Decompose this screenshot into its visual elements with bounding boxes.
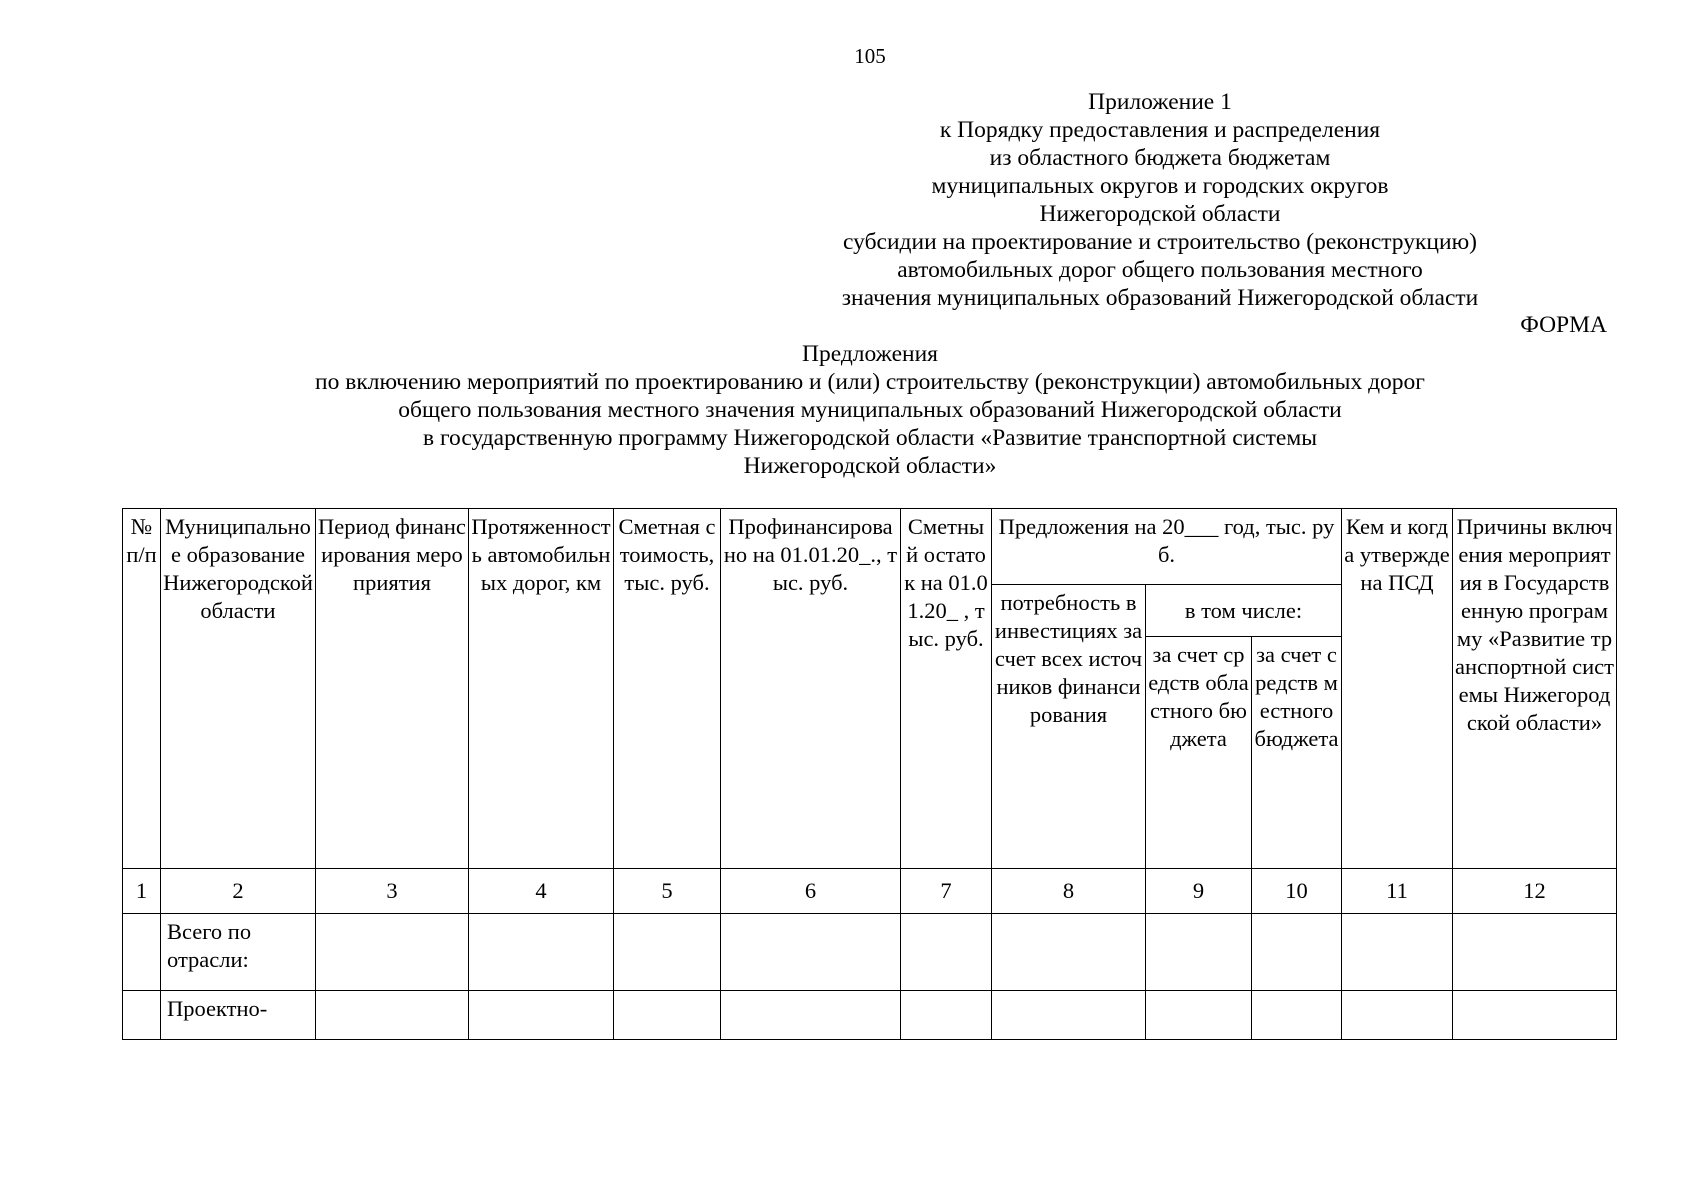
table-cell bbox=[123, 914, 161, 991]
table-cell bbox=[614, 991, 721, 1040]
table-cell bbox=[1252, 914, 1342, 991]
column-number: 1 bbox=[123, 869, 161, 914]
column-number: 9 bbox=[1146, 869, 1252, 914]
table-cell bbox=[316, 914, 469, 991]
appendix-line: значения муниципальных образований Нижегородской области bbox=[841, 285, 1479, 311]
table-cell bbox=[469, 914, 614, 991]
header-number: № п/п bbox=[123, 509, 161, 869]
form-label: ФОРМА bbox=[1520, 312, 1607, 338]
column-number: 11 bbox=[1342, 869, 1453, 914]
header-including: в том числе: bbox=[1146, 585, 1342, 637]
appendix-line: к Порядку предоставления и распределения bbox=[939, 117, 1381, 143]
table-cell bbox=[901, 991, 992, 1040]
appendix-line: Приложение 1 bbox=[1088, 89, 1232, 115]
document-title bbox=[150, 340, 1590, 480]
column-number: 7 bbox=[901, 869, 992, 914]
title-line: по включению мероприятий по проектированию и (или) строительству (реконструкции) автомобильных дорог bbox=[315, 369, 1425, 395]
header-financed: Профинансировано на 01.01.20_., тыс. руб. bbox=[721, 509, 901, 869]
appendix-line: из областного бюджета бюджетам bbox=[989, 145, 1331, 171]
header-proposals-group: Предложения на 20___ год, тыс. руб. bbox=[992, 509, 1342, 585]
row-label: Всего по отрасли: bbox=[161, 914, 316, 991]
column-number: 4 bbox=[469, 869, 614, 914]
column-number: 12 bbox=[1453, 869, 1617, 914]
header-estimated-cost: Сметная стоимость, тыс. руб. bbox=[614, 509, 721, 869]
table-cell bbox=[721, 991, 901, 1040]
page-number: 105 bbox=[854, 44, 886, 68]
table-cell bbox=[901, 914, 992, 991]
appendix-line: автомобильных дорог общего пользования местного bbox=[897, 257, 1423, 283]
table-cell bbox=[721, 914, 901, 991]
column-number: 8 bbox=[992, 869, 1146, 914]
column-number: 3 bbox=[316, 869, 469, 914]
header-remaining-estimate: Сметный остаток на 01.01.20_ , тыс. руб. bbox=[901, 509, 992, 869]
header-local-budget: за счет средств местного бюджета bbox=[1252, 637, 1342, 869]
proposals-table bbox=[122, 508, 1617, 1040]
title-line: в государственную программу Нижегородской области «Развитие транспортной системы bbox=[422, 425, 1318, 451]
row-label: Проектно- bbox=[161, 991, 316, 1040]
header-psd-approval: Кем и когда утверждена ПСД bbox=[1342, 509, 1453, 869]
appendix-block bbox=[800, 88, 1520, 312]
table-cell bbox=[1453, 914, 1617, 991]
appendix-line: муниципальных округов и городских округов bbox=[931, 173, 1389, 199]
table-row bbox=[123, 914, 1617, 991]
table-cell bbox=[469, 991, 614, 1040]
table-cell bbox=[1342, 991, 1453, 1040]
table-cell bbox=[316, 991, 469, 1040]
table-cell bbox=[1453, 991, 1617, 1040]
table-cell bbox=[614, 914, 721, 991]
header-municipality: Муниципальное образование Нижегородской области bbox=[161, 509, 316, 869]
table-cell bbox=[1342, 914, 1453, 991]
title-line: Нижегородской области» bbox=[743, 453, 997, 479]
title-line: общего пользования местного значения муниципальных образований Нижегородской области bbox=[398, 397, 1342, 423]
column-number: 5 bbox=[614, 869, 721, 914]
header-investment-need: потребность в инвестициях за счет всех источников финансирования bbox=[992, 585, 1146, 869]
appendix-line: Нижегородской области bbox=[1039, 201, 1281, 227]
header-inclusion-reasons: Причины включения мероприятия в Государственную программу «Развитие транспортной системы Нижегородской области» bbox=[1453, 509, 1617, 869]
table-cell bbox=[992, 914, 1146, 991]
table-row bbox=[123, 991, 1617, 1040]
table-cell bbox=[1252, 991, 1342, 1040]
header-financing-period: Период финансирования мероприятия bbox=[316, 509, 469, 869]
header-road-length: Протяженность автомобильных дорог, км bbox=[469, 509, 614, 869]
column-number: 10 bbox=[1252, 869, 1342, 914]
table-cell bbox=[123, 991, 161, 1040]
column-number: 2 bbox=[161, 869, 316, 914]
column-number: 6 bbox=[721, 869, 901, 914]
title-line: Предложения bbox=[801, 341, 938, 367]
header-regional-budget: за счет средств областного бюджета bbox=[1146, 637, 1252, 869]
table-cell bbox=[1146, 914, 1252, 991]
table-cell bbox=[992, 991, 1146, 1040]
appendix-line: субсидии на проектирование и строительство (реконструкцию) bbox=[843, 229, 1477, 255]
table-cell bbox=[1146, 991, 1252, 1040]
